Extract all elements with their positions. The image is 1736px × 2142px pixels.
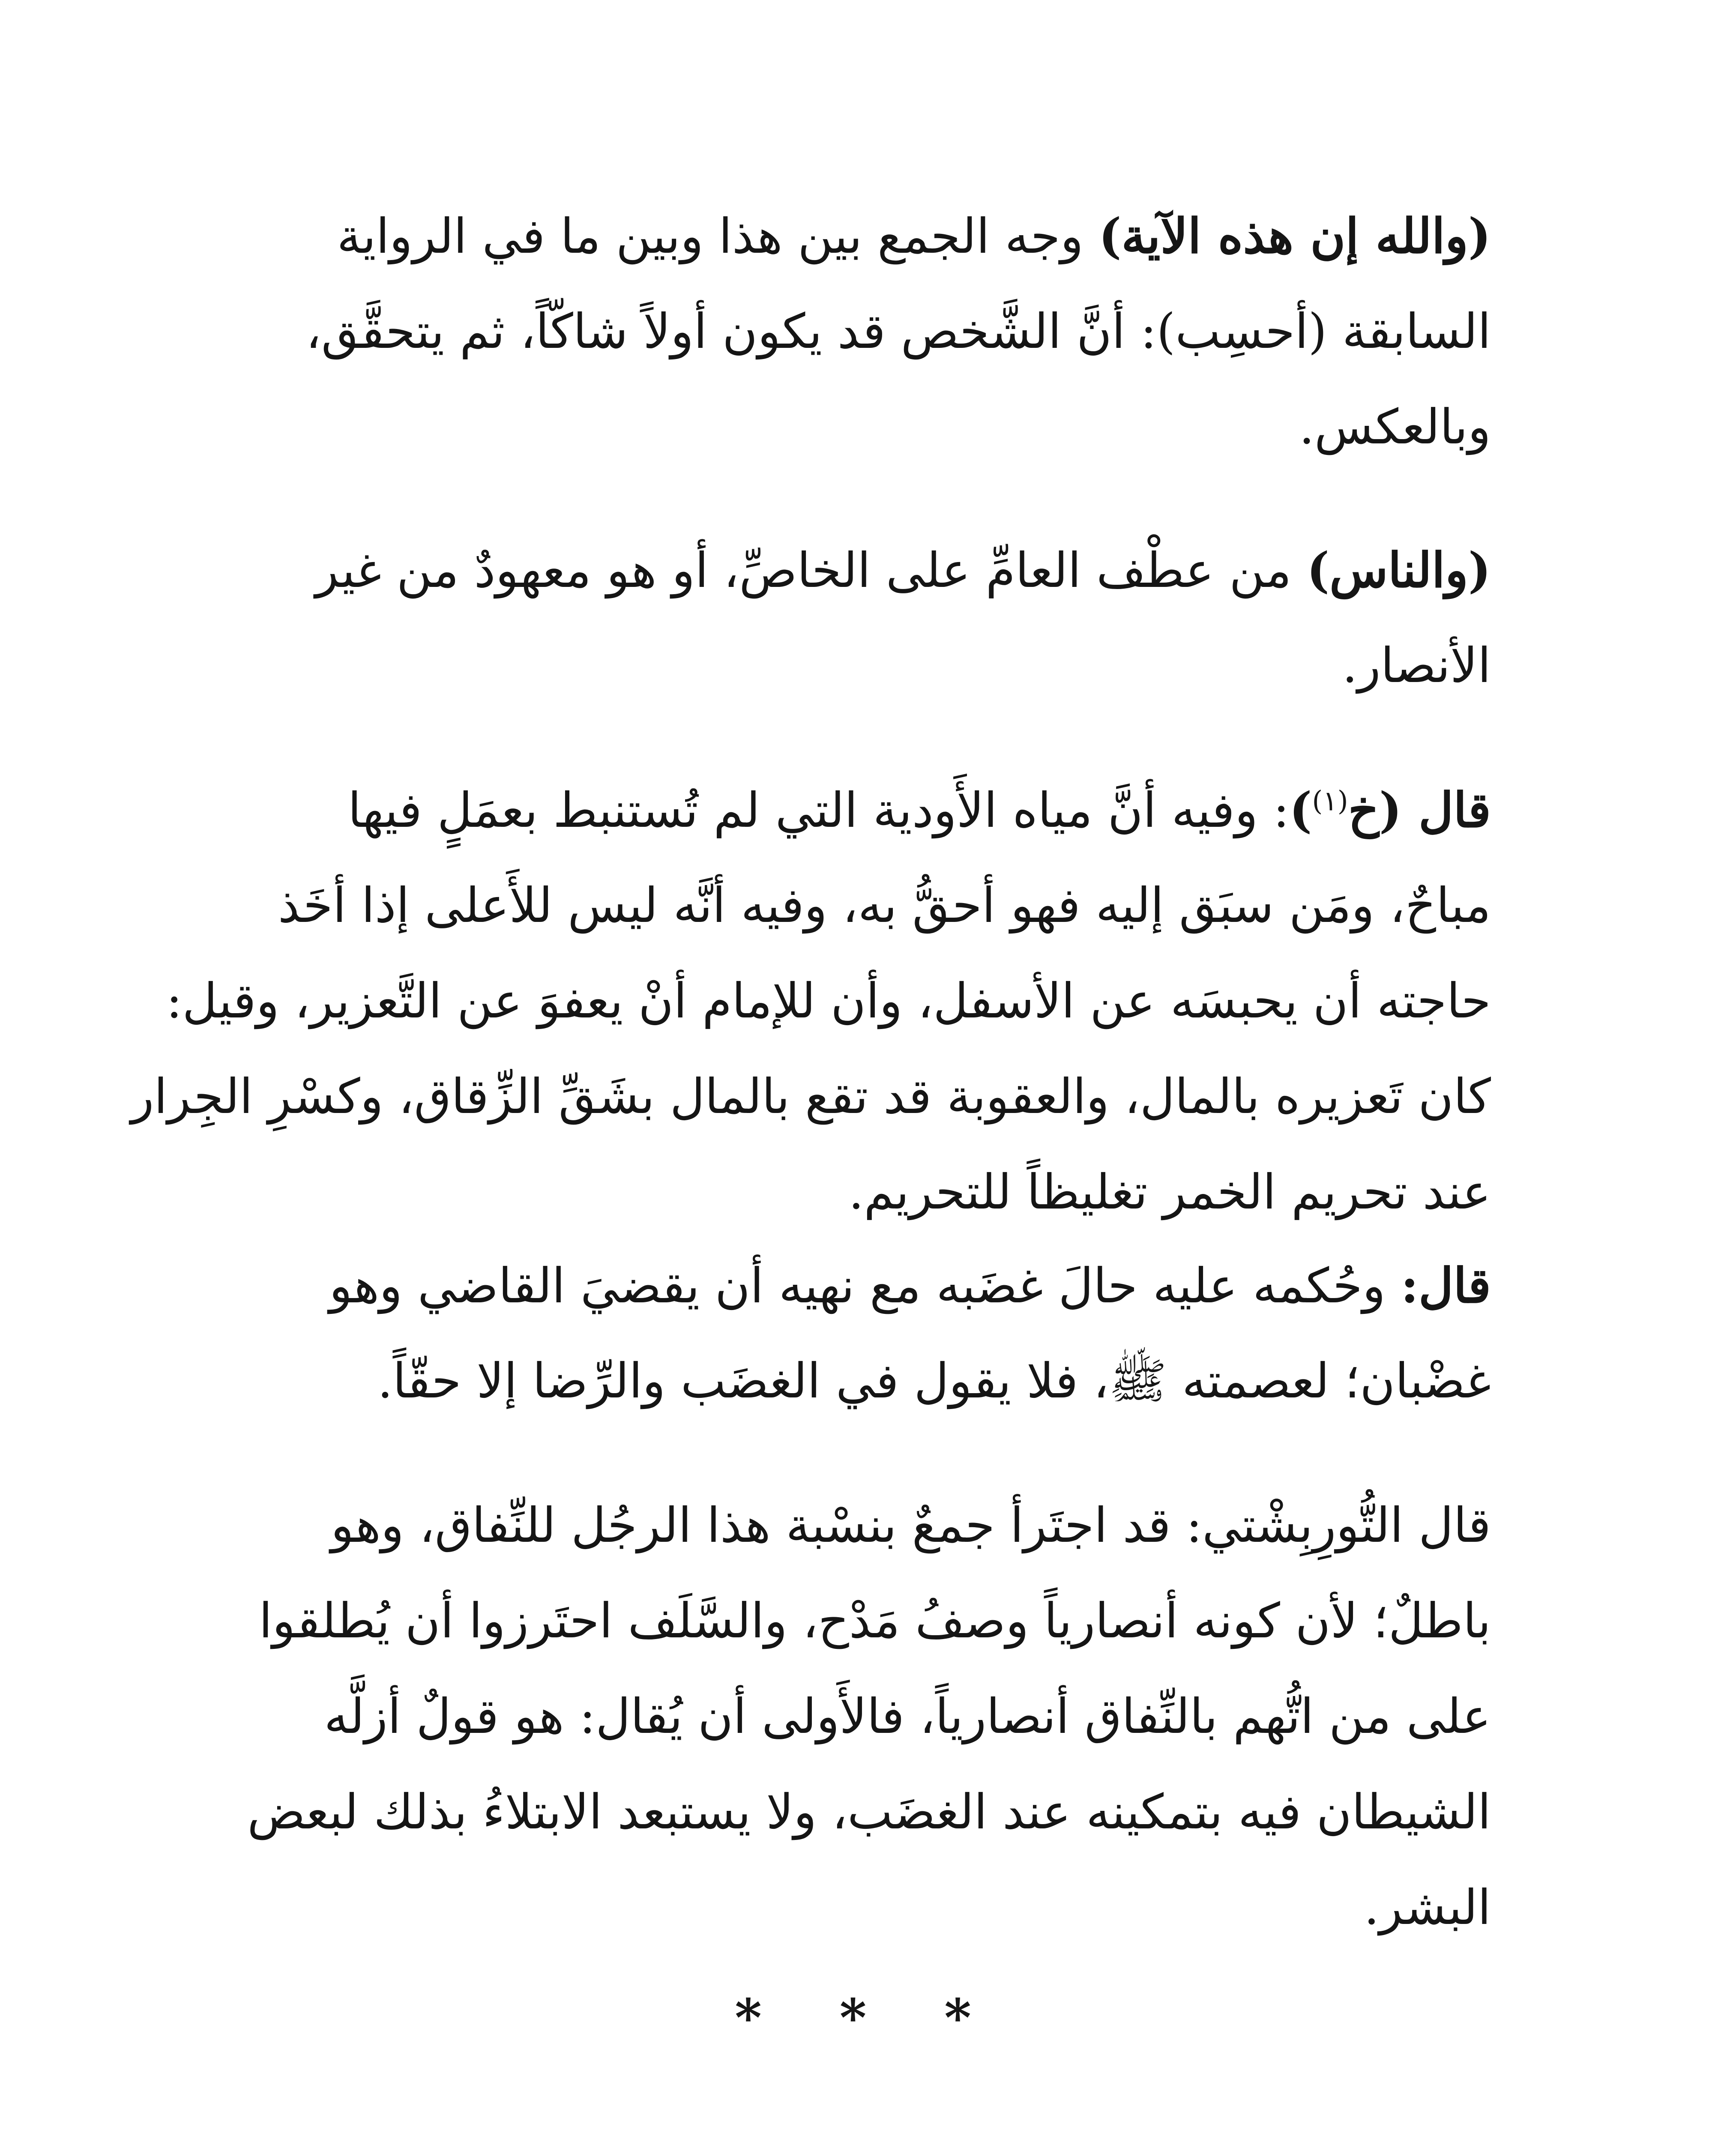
line-text: : وفيه أنَّ مياه الأَودية التي لم تُستنبط بعمَلٍ فيها — [347, 783, 1290, 838]
paragraph-2 — [223, 523, 1491, 714]
paragraph-1 — [223, 188, 1491, 475]
line-text: وحُكمه عليه حالَ غضَبه مع نهيه أن يقضيَ القاضي وهو — [329, 1258, 1401, 1314]
text-line: حاجته أن يحبسَه عن الأسفل، وأن للإمام أنْ يعفوَ عن التَّعزير، وقيل: — [166, 973, 1491, 1029]
text-line: غضْبان؛ لعصمته ﷺ، فلا يقول في الغضَب والرِّضا إلا حقّاً. — [377, 1353, 1491, 1409]
text-line: عند تحريم الخمر تغليظاً للتحريم. — [848, 1164, 1491, 1220]
text-line: على من اتُّهم بالنِّفاق أنصارياً، فالأَولى أن يُقال: هو قولٌ أزلَّه — [324, 1689, 1491, 1744]
text-line — [223, 188, 1491, 284]
text-line: السابقة (أحسِب): أنَّ الشَّخص قد يكون أولاً شاكّاً، ثم يتحقَّق، — [305, 304, 1491, 359]
text-line — [223, 763, 1491, 858]
text-line: مباحٌ، ومَن سبَق إليه فهو أحقُّ به، وفيه أنَّه ليس للأَعلى إذا أخَذ — [278, 878, 1491, 933]
footnote-marker: (١) — [1312, 785, 1348, 817]
text-line: الشيطان فيه بتمكينه عند الغضَب، ولا يستبعد الابتلاءُ بذلك لبعض — [247, 1784, 1491, 1840]
text-line: باطلٌ؛ لأن كونه أنصارياً وصفُ مَدْح، والسَّلَف احتَرزوا أن يُطلقوا — [259, 1593, 1491, 1649]
bold-close: ) — [1289, 782, 1312, 838]
bold-lead: قال: — [1401, 1258, 1491, 1314]
line-text: وجه الجمع بين هذا وبين ما في الرواية — [337, 209, 1099, 264]
text-line: البشر. — [1364, 1880, 1491, 1936]
paragraph-3 — [131, 763, 1491, 1240]
line-text: من عطْف العامِّ على الخاصِّ، أو هو معهودٌ من غير — [315, 543, 1307, 598]
text-line: قال التُّورِبِشْتي: قد اجتَرأ جمعٌ بنسْبة هذا الرجُل للنِّفاق، وهو — [330, 1498, 1491, 1553]
paragraph-4 — [223, 1238, 1491, 1429]
text-line: الأنصار. — [1342, 638, 1491, 694]
text-line: وبالعكس. — [1299, 399, 1491, 455]
paragraph-5 — [223, 1478, 1491, 1956]
text-line — [223, 1238, 1491, 1334]
text-line: كان تَعزيره بالمال، والعقوبة قد تقع بالمال بشَقِّ الزِّقاق، وكسْرِ الجِرار — [131, 1069, 1491, 1125]
text-line — [223, 523, 1491, 618]
section-separator: * * * — [735, 1988, 1001, 2048]
bold-lead: (والناس) — [1307, 542, 1491, 598]
bold-lead: قال (خ — [1348, 782, 1491, 838]
bold-lead: (والله إن هذه الآية) — [1098, 208, 1491, 264]
